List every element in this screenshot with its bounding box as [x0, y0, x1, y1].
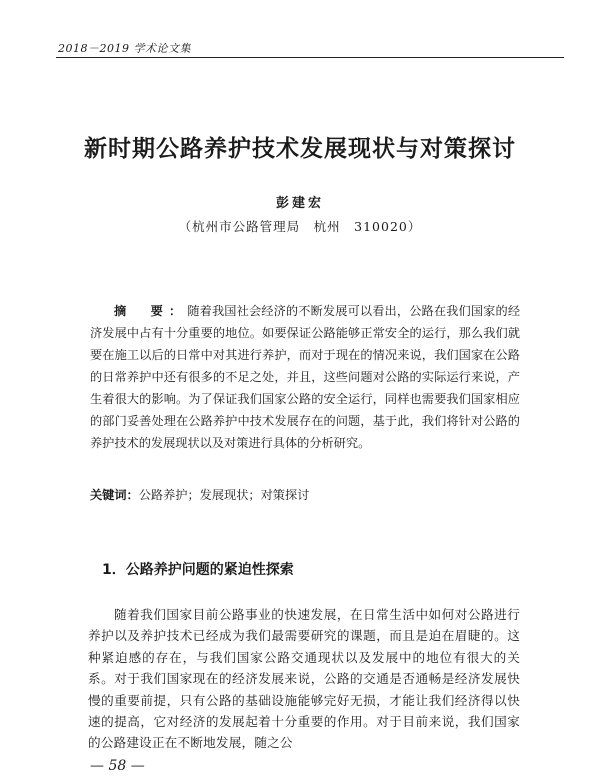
keywords-label: 关键词： — [90, 488, 139, 502]
abstract — [90, 300, 520, 454]
author-name: 彭建宏 — [275, 196, 324, 211]
abstract-label: 摘 要： — [114, 304, 188, 318]
abstract-text: 随着我国社会经济的不断发展可以看出，公路在我们国家的经济发展中占有十分重要的地位。如要保证公路能够正常安全的运行，那么我们就要在施工以后的日常中对其进行养护，而对于现在的情况来说，我们国家在公路的日常养护中还有很多的不足之处，并且，这些问题对公路的实际运行来说，产生着很大的影响。为了保证我们国家公路的安全运行，同样也需要我们国家相应的部门妥善处理在公路养护中技术发展存在的问题，基于此，我们将针对公路的养护技术的发展现状以及对策进行具体的分析研究。 — [90, 304, 521, 450]
author-affiliation: （杭州市公路管理局 杭州 310020） — [178, 219, 422, 234]
body-paragraph: 随着我们国家目前公路事业的快速发展，在日常生活中如何对公路进行养护以及养护技术已经成为我们最需要研究的课题，而且是迫在眉睫的。这种紧迫感的存在，与我们国家公路交通现状以及发展中的地位有很大的关系。对于我们国家现在的经济发展来说，公路的交通是否通畅是经济发展快慢的重要前提，只有公路的基础设施能够完好无损，才能让我们经济得以快速的提高，它对经济的发展起着十分重要的作用。对于目前来说，我们国家的公路建设正在不断地发展，随之公 — [88, 607, 520, 751]
section-heading: 1．公路养护问题的紧迫性探索 — [102, 562, 294, 578]
paper-title: 新时期公路养护技术发展现状与对策探讨 — [84, 135, 516, 162]
page-number: — 58 — — [90, 758, 145, 774]
keywords — [90, 486, 520, 503]
running-header: 2018－2019 学术论文集 — [58, 42, 191, 55]
keywords-text: 公路养护；发展现状；对策探讨 — [138, 488, 310, 502]
header-rule — [56, 57, 564, 58]
